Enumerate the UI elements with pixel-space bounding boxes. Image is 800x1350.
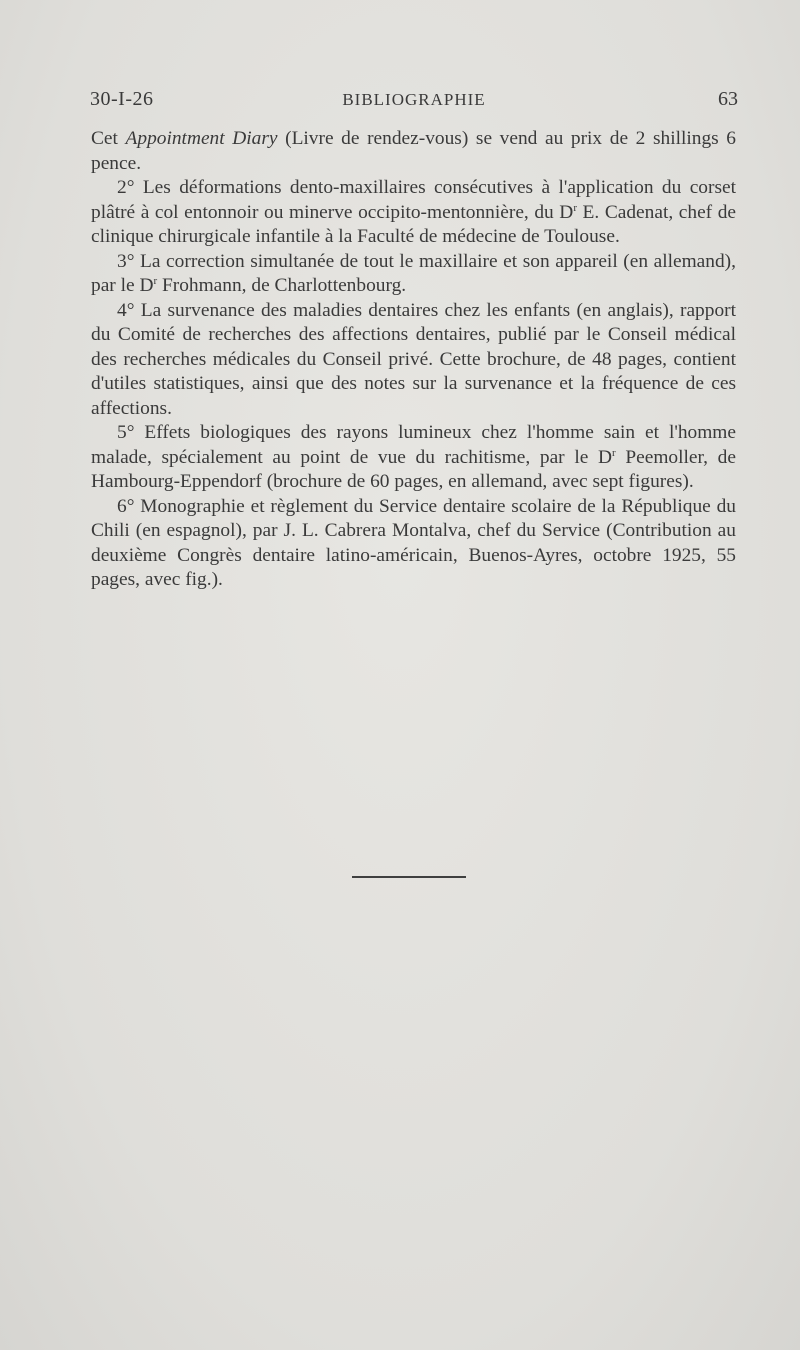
paragraph-item-6: 6° Monographie et règlement du Service dentaire scolaire de la République du Chili (en espagnol), par J. L. Cabrera Montalva, chef du Service (Contribution au deuxième Congrès dentaire latino-américain, Buenos-Ayres, octobre 1925, 55 pages, avec fig.). (91, 495, 736, 590)
running-title: BIBLIOGRAPHIE (342, 90, 486, 109)
superscript: r (153, 275, 158, 287)
paragraph-text: Cet (91, 128, 126, 149)
paragraph-appointment-diary (91, 127, 736, 176)
superscript: r (573, 201, 577, 214)
paragraph-text: E. Cadenat, chef de clinique chirurgicale infantile à la Faculté de médecine de Toulouse. (91, 201, 736, 247)
page-number: 63 (718, 88, 738, 110)
end-rule (352, 876, 466, 878)
paragraph-item-2 (91, 176, 736, 250)
paragraph-item-3 (91, 250, 736, 299)
running-header (90, 88, 738, 116)
paragraph-text: Peemoller, de Hambourg-Eppendorf (brochure de 60 pages, en allemand, avec sept figures). (91, 446, 736, 492)
superscript: r (611, 446, 616, 459)
date-code: 30-I-26 (90, 88, 154, 110)
paragraph-text: (Livre de rendez-vous) se vend au prix de 2 shillings 6 pence. (91, 128, 736, 174)
paragraph-item-5 (91, 421, 736, 495)
book-title: Appointment Diary (125, 128, 278, 149)
paragraph-item-4: 4° La survenance des maladies dentaires chez les enfants (en anglais), rapport du Comité de recherches des affections dentaires, publié par le Conseil médical des recherches médicales du Conseil privé. Cette brochure, de 48 pages, contient d'utiles statistiques, ainsi que des notes sur la survenance et la fréquence de ces affections. (91, 299, 736, 419)
paragraph-text: 2° Les déformations dento-maxillaires consécutives à l'application du corset plâtré à col entonnoir ou minerve occipito-mentonnière, du D (91, 177, 736, 223)
paragraph-text: 5° Effets biologiques des rayons lumineux chez l'homme sain et l'homme malade, spécialement au point de vue du rachitisme, par le D (91, 422, 736, 468)
paragraph-text: 3° La correction simultanée de tout le maxillaire et son appareil (en allemand), par le D (91, 250, 736, 296)
paragraph-text: Frohmann, de Charlottenbourg. (157, 275, 407, 296)
body-text (91, 127, 736, 593)
